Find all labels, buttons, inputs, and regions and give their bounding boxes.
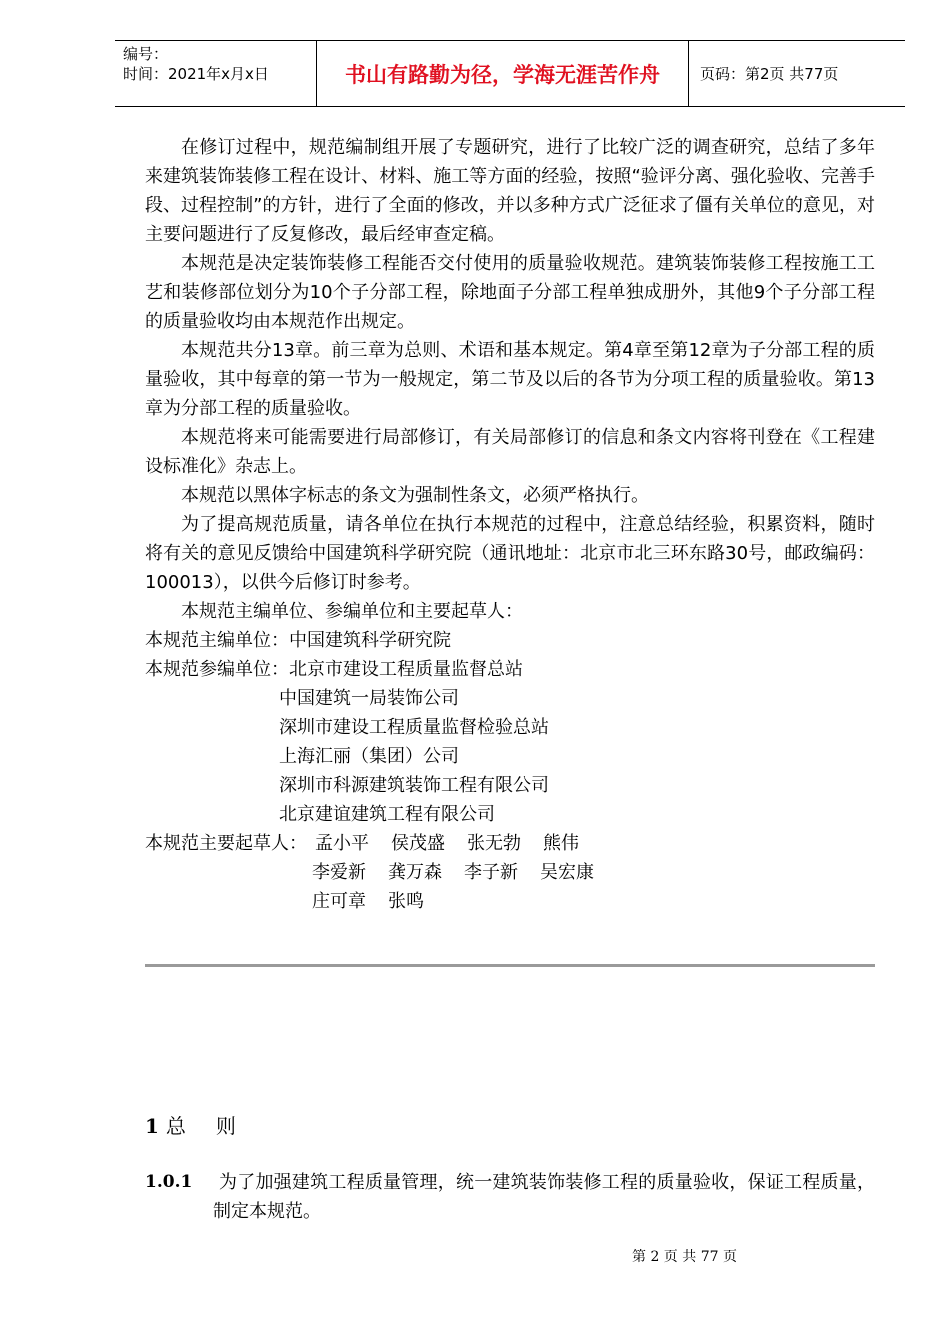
drafter: 张无勃 [467, 833, 521, 854]
drafter: 孟小平 [315, 833, 369, 854]
drafter: 吴宏康 [540, 862, 594, 883]
chapter-title-a: 总 [165, 1114, 186, 1138]
drafter: 龚万森 [388, 862, 442, 883]
header-time: 时间：2021年x月x日 [123, 65, 269, 83]
chapter-title [166, 1114, 236, 1138]
paragraph: 为了提高规范质量，请各单位在执行本规范的过程中，注意总结经验，积累资料，随时将有关的意见反馈给中国建筑科学研究院（通讯地址：北京市北三环东路30号，邮政编码：100013），以供今后修订时参考。 [145, 514, 875, 593]
document-body [145, 133, 875, 916]
paragraph: 本规范是决定装饰装修工程能否交付使用的质量验收规范。建筑装饰装修工程按施工工艺和装修部位划分为10个子分部工程，除地面子分部工程单独成册外，其他9个子分部工程的质量验收均由本规范作出规定。 [145, 253, 875, 332]
paragraph: 本规范共分13章。前三章为总则、术语和基本规定。第4章至第12章为子分部工程的质量验收，其中每章的第一节为一般规定，第二节及以后的各节为分项工程的质量验收。第13章为分部工程的质量验收。 [145, 340, 875, 419]
chief-editor: 本规范主编单位：中国建筑科学研究院 [145, 630, 451, 651]
drafter: 侯茂盛 [391, 833, 445, 854]
paragraph: 本规范以黑体字标志的条文为强制性条文，必须严格执行。 [181, 485, 649, 506]
clause-text: 为了加强建筑工程质量管理，统一建筑装饰装修工程的质量验收，保证工程质量，制定本规范。 [213, 1172, 875, 1222]
co-editor: 上海汇丽（集团）公司 [279, 746, 459, 767]
clause [145, 1168, 875, 1226]
co-editor: 深圳市建设工程质量监督检验总站 [279, 717, 549, 738]
co-editors-label: 本规范参编单位：北京市建设工程质量监督总站 [145, 659, 523, 680]
paragraph: 本规范主编单位、参编单位和主要起草人： [181, 601, 523, 622]
clause-number: 1.0.1 [145, 1172, 193, 1192]
header-meta [115, 41, 316, 106]
header-number: 编号： [123, 45, 169, 63]
drafter: 张鸣 [388, 891, 424, 912]
chapter-heading [145, 1110, 236, 1139]
header-page: 页码：第2页 共77页 [700, 65, 839, 83]
drafter: 李子新 [464, 862, 518, 883]
co-editor: 深圳市科源建筑装饰工程有限公司 [279, 775, 549, 796]
drafter-row [312, 887, 594, 916]
page-header [115, 40, 905, 107]
drafter-names [312, 829, 594, 916]
co-editor: 北京建谊建筑工程有限公司 [279, 804, 495, 825]
drafter-row [312, 858, 594, 887]
header-motto: 书山有路勤为径，学海无涯苦作舟 [316, 41, 689, 106]
drafter: 庄可章 [312, 891, 366, 912]
page-footer: 第 2 页 共 77 页 [632, 1249, 737, 1265]
drafter-row [315, 829, 594, 858]
chapter-title-b: 则 [215, 1114, 236, 1138]
paragraph: 在修订过程中，规范编制组开展了专题研究，进行了比较广泛的调查研究，总结了多年来建筑装饰装修工程在设计、材料、施工等方面的经验，按照“验评分离、强化验收、完善手段、过程控制”的方针，进行了全面的修改，并以多种方式广泛征求了僵有关单位的意见，对主要问题进行了反复修改，最后经审查定稿。 [145, 137, 875, 245]
drafter: 熊伟 [543, 833, 579, 854]
drafters [145, 829, 875, 916]
chapter-number: 1 [145, 1114, 159, 1138]
paragraph: 本规范将来可能需要进行局部修订，有关局部修订的信息和条文内容将刊登在《工程建设标准化》杂志上。 [145, 427, 875, 477]
co-editor: 中国建筑一局装饰公司 [279, 688, 459, 709]
drafters-label: 本规范主要起草人： [145, 833, 307, 854]
section-divider [145, 964, 875, 967]
drafter: 李爱新 [312, 862, 366, 883]
